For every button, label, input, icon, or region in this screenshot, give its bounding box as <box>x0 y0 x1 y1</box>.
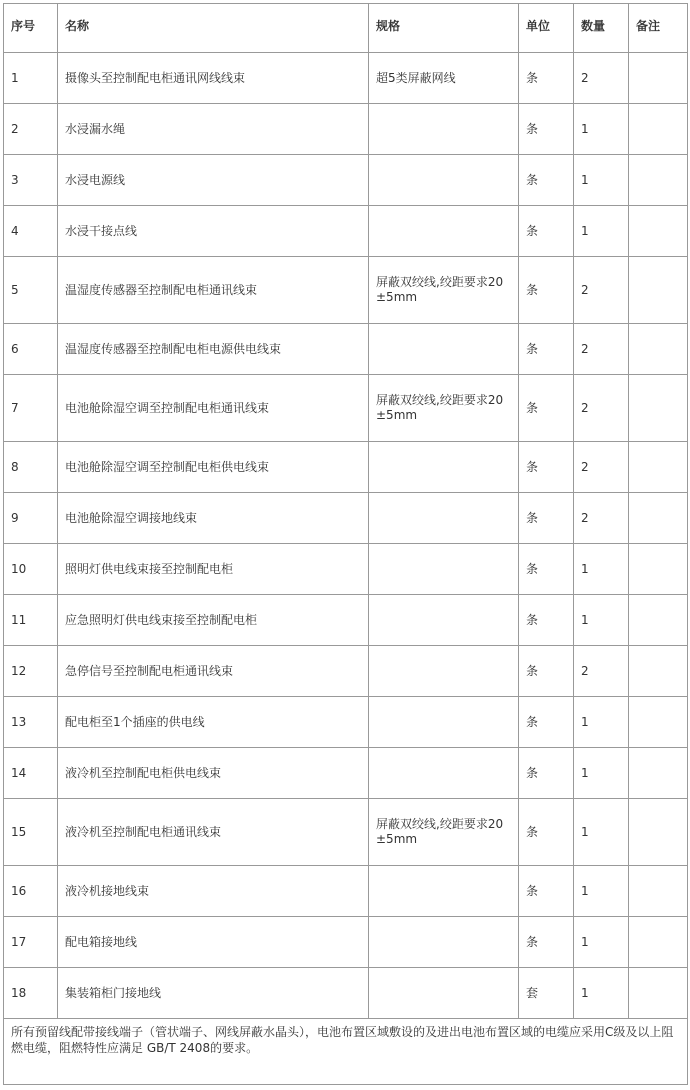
table-row <box>4 442 688 493</box>
cell-spec: 屏蔽双绞线,绞距要求20±5mm <box>369 799 519 866</box>
cell-spec <box>369 442 519 493</box>
cell-name: 集装箱柜门接地线 <box>58 968 369 1019</box>
cell-qty: 1 <box>574 866 629 917</box>
cell-qty: 2 <box>574 493 629 544</box>
cell-no: 11 <box>4 595 58 646</box>
cell-spec <box>369 646 519 697</box>
cell-unit: 条 <box>519 442 574 493</box>
cell-note <box>629 53 688 104</box>
cable-list-table <box>3 3 688 1085</box>
header-note: 备注 <box>629 4 688 53</box>
cell-spec: 超5类屏蔽网线 <box>369 53 519 104</box>
cell-unit: 条 <box>519 375 574 442</box>
table-row <box>4 917 688 968</box>
cell-name: 摄像头至控制配电柜通讯网线线束 <box>58 53 369 104</box>
cell-qty: 1 <box>574 748 629 799</box>
cell-no: 1 <box>4 53 58 104</box>
cell-note <box>629 917 688 968</box>
cell-name: 水浸电源线 <box>58 155 369 206</box>
table-row <box>4 646 688 697</box>
header-name: 名称 <box>58 4 369 53</box>
cell-note <box>629 206 688 257</box>
cell-note <box>629 104 688 155</box>
cell-name: 电池舱除湿空调至控制配电柜供电线束 <box>58 442 369 493</box>
cell-no: 15 <box>4 799 58 866</box>
cell-no: 16 <box>4 866 58 917</box>
cell-name: 电池舱除湿空调接地线束 <box>58 493 369 544</box>
table-row <box>4 968 688 1019</box>
cell-unit: 条 <box>519 697 574 748</box>
cell-unit: 套 <box>519 968 574 1019</box>
cell-spec <box>369 917 519 968</box>
table-row <box>4 866 688 917</box>
cell-unit: 条 <box>519 917 574 968</box>
cell-no: 7 <box>4 375 58 442</box>
cell-name: 应急照明灯供电线束接至控制配电柜 <box>58 595 369 646</box>
cell-qty: 1 <box>574 104 629 155</box>
cell-note <box>629 375 688 442</box>
cell-note <box>629 595 688 646</box>
cell-name: 温湿度传感器至控制配电柜电源供电线束 <box>58 324 369 375</box>
cell-qty: 2 <box>574 324 629 375</box>
cell-unit: 条 <box>519 257 574 324</box>
header-qty: 数量 <box>574 4 629 53</box>
cell-no: 12 <box>4 646 58 697</box>
cell-name: 急停信号至控制配电柜通讯线束 <box>58 646 369 697</box>
table-header-row <box>4 4 688 53</box>
cell-spec <box>369 544 519 595</box>
cell-spec <box>369 155 519 206</box>
cell-no: 2 <box>4 104 58 155</box>
table-row <box>4 53 688 104</box>
cell-unit: 条 <box>519 324 574 375</box>
header-spec: 规格 <box>369 4 519 53</box>
cell-qty: 1 <box>574 917 629 968</box>
cell-qty: 2 <box>574 442 629 493</box>
cell-spec <box>369 104 519 155</box>
table-row <box>4 799 688 866</box>
cell-spec <box>369 324 519 375</box>
cell-no: 10 <box>4 544 58 595</box>
cell-spec <box>369 968 519 1019</box>
table-row <box>4 155 688 206</box>
table-row <box>4 104 688 155</box>
cell-name: 水浸干接点线 <box>58 206 369 257</box>
cell-name: 照明灯供电线束接至控制配电柜 <box>58 544 369 595</box>
cell-name: 液冷机接地线束 <box>58 866 369 917</box>
cell-spec <box>369 595 519 646</box>
cell-name: 水浸漏水绳 <box>58 104 369 155</box>
cell-unit: 条 <box>519 646 574 697</box>
cell-note <box>629 968 688 1019</box>
cell-unit: 条 <box>519 206 574 257</box>
cell-note <box>629 544 688 595</box>
cell-name: 配电柜至1个插座的供电线 <box>58 697 369 748</box>
cell-unit: 条 <box>519 799 574 866</box>
cell-unit: 条 <box>519 544 574 595</box>
table-row <box>4 206 688 257</box>
cell-unit: 条 <box>519 595 574 646</box>
header-no: 序号 <box>4 4 58 53</box>
cell-spec <box>369 206 519 257</box>
cell-no: 13 <box>4 697 58 748</box>
cell-no: 6 <box>4 324 58 375</box>
cell-qty: 2 <box>574 257 629 324</box>
table-row <box>4 257 688 324</box>
cell-no: 14 <box>4 748 58 799</box>
cell-qty: 1 <box>574 968 629 1019</box>
cell-spec <box>369 748 519 799</box>
cell-unit: 条 <box>519 748 574 799</box>
cell-no: 9 <box>4 493 58 544</box>
cell-spec <box>369 697 519 748</box>
cell-no: 4 <box>4 206 58 257</box>
cell-name: 液冷机至控制配电柜通讯线束 <box>58 799 369 866</box>
cell-note <box>629 442 688 493</box>
cell-note <box>629 799 688 866</box>
cell-no: 3 <box>4 155 58 206</box>
cell-qty: 1 <box>574 544 629 595</box>
cell-name: 配电箱接地线 <box>58 917 369 968</box>
header-unit: 单位 <box>519 4 574 53</box>
cell-qty: 1 <box>574 155 629 206</box>
cell-note <box>629 697 688 748</box>
cell-no: 17 <box>4 917 58 968</box>
cell-unit: 条 <box>519 866 574 917</box>
cell-note <box>629 324 688 375</box>
cell-unit: 条 <box>519 493 574 544</box>
cell-spec: 屏蔽双绞线,绞距要求20±5mm <box>369 257 519 324</box>
table-row <box>4 697 688 748</box>
cell-qty: 2 <box>574 53 629 104</box>
cell-unit: 条 <box>519 155 574 206</box>
cell-qty: 1 <box>574 799 629 866</box>
table-row <box>4 748 688 799</box>
cell-name: 电池舱除湿空调至控制配电柜通讯线束 <box>58 375 369 442</box>
table-row <box>4 595 688 646</box>
table-row <box>4 375 688 442</box>
cell-note <box>629 748 688 799</box>
cell-qty: 1 <box>574 206 629 257</box>
table-row <box>4 544 688 595</box>
cell-qty: 2 <box>574 375 629 442</box>
cell-unit: 条 <box>519 104 574 155</box>
table-row <box>4 324 688 375</box>
cell-qty: 1 <box>574 595 629 646</box>
cell-note <box>629 155 688 206</box>
cell-note <box>629 646 688 697</box>
footnote-row <box>4 1019 688 1085</box>
cell-name: 液冷机至控制配电柜供电线束 <box>58 748 369 799</box>
cell-note <box>629 257 688 324</box>
cell-spec <box>369 866 519 917</box>
cell-unit: 条 <box>519 53 574 104</box>
cell-no: 18 <box>4 968 58 1019</box>
footnote-text: 所有预留线配带接线端子（管状端子、网线屏蔽水晶头），电池布置区域敷设的及进出电池布置区域的电缆应采用C级及以上阻燃电缆，阻燃特性应满足 GB/T 2408的要求。 <box>4 1019 688 1085</box>
cell-no: 5 <box>4 257 58 324</box>
cell-qty: 2 <box>574 646 629 697</box>
cell-name: 温湿度传感器至控制配电柜通讯线束 <box>58 257 369 324</box>
cell-spec: 屏蔽双绞线,绞距要求20±5mm <box>369 375 519 442</box>
cell-spec <box>369 493 519 544</box>
cell-note <box>629 493 688 544</box>
cell-note <box>629 866 688 917</box>
cell-no: 8 <box>4 442 58 493</box>
table-row <box>4 493 688 544</box>
cell-qty: 1 <box>574 697 629 748</box>
